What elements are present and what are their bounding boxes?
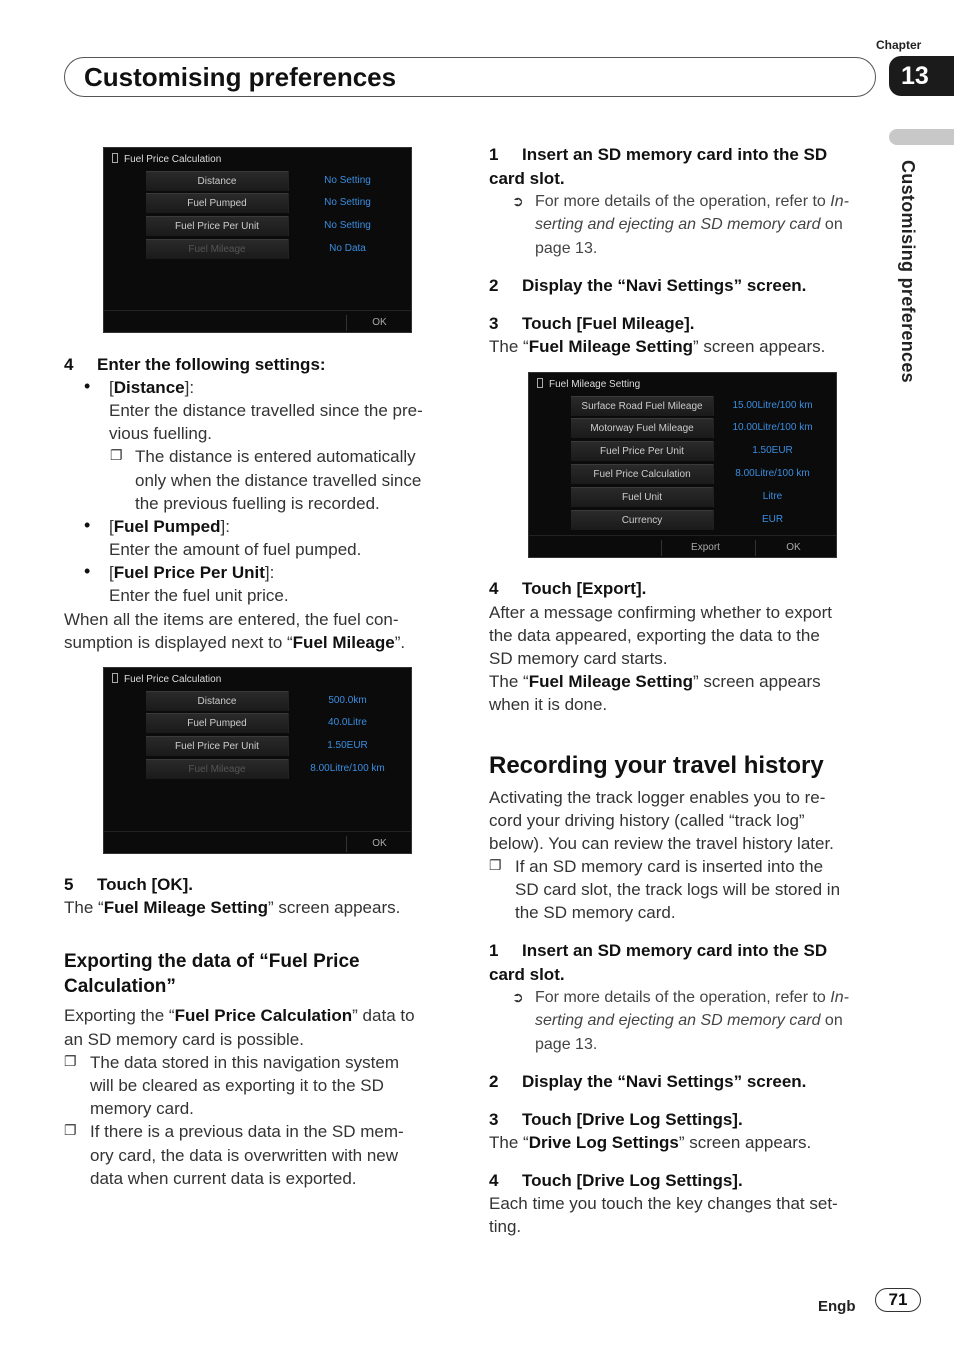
arrow-reference-icon: ➲ bbox=[512, 193, 524, 209]
note-box-icon: ❐ bbox=[489, 857, 502, 873]
screen-ok-button: OK bbox=[346, 836, 412, 852]
screen-row-value: No Setting bbox=[288, 193, 406, 213]
screen-row bbox=[571, 510, 831, 530]
rec-step-4-body-2: ting. bbox=[489, 1217, 522, 1236]
screen-row-value: 1.50EUR bbox=[713, 441, 831, 461]
screen-ok-button: OK bbox=[755, 540, 831, 556]
screen-row-label: Currency bbox=[571, 510, 713, 530]
bullet-icon: • bbox=[84, 515, 91, 535]
export-note1-3: memory card. bbox=[90, 1099, 194, 1118]
step-1-reference-1: For more details of the operation, refer to In- bbox=[535, 193, 849, 210]
step-1-reference-2: serting and ejecting an SD memory card on bbox=[535, 216, 843, 233]
fuel-icon bbox=[112, 153, 118, 163]
item-fuel-pumped: [Fuel Pumped]: bbox=[109, 517, 230, 536]
screen-row-value: Litre bbox=[713, 487, 831, 507]
screen-row bbox=[146, 691, 406, 711]
step-4-body-1: After a message confirming whether to export bbox=[489, 603, 832, 622]
recording-body-3: below). You can review the travel history later. bbox=[489, 834, 834, 853]
footer-language: Engb bbox=[818, 1298, 856, 1315]
screen-fuel-price-calculation-filled bbox=[103, 667, 412, 854]
rec-step-4-body-1: Each time you touch the key changes that set- bbox=[489, 1194, 838, 1213]
bullet-icon: • bbox=[84, 376, 91, 396]
export-note1-1: The data stored in this navigation system bbox=[90, 1053, 399, 1072]
screen-title: Fuel Price Calculation bbox=[112, 673, 221, 685]
screen-row-value: 10.00Litre/100 km bbox=[713, 418, 831, 438]
item-fuel-price-desc: Enter the fuel unit price. bbox=[109, 586, 289, 605]
export-heading-line-2: Calculation” bbox=[64, 976, 176, 997]
step-4-body-2: the data appeared, exporting the data to the bbox=[489, 626, 820, 645]
step-3-result: The “Fuel Mileage Setting” screen appears. bbox=[489, 337, 826, 356]
item-distance: [Distance]: bbox=[109, 378, 195, 397]
distance-note-2: only when the distance travelled since bbox=[135, 471, 422, 490]
screen-row-value: 8.00Litre/100 km bbox=[288, 759, 406, 779]
screen-title: Fuel Mileage Setting bbox=[537, 378, 640, 390]
rec-step-2-display-navi: 2 Display the “Navi Settings” screen. bbox=[489, 1072, 807, 1091]
screen-row-value: EUR bbox=[713, 510, 831, 530]
step-4-touch-export: 4 Touch [Export]. bbox=[489, 579, 647, 598]
screen-title: Fuel Price Calculation bbox=[112, 153, 221, 165]
step-5-touch-ok: 5 Touch [OK]. bbox=[64, 875, 193, 894]
rec-step-3-result: The “Drive Log Settings” screen appears. bbox=[489, 1133, 812, 1152]
rec-step-1-reference-1: For more details of the operation, refer to In- bbox=[535, 989, 849, 1006]
screen-bottom-bar bbox=[104, 310, 411, 332]
distance-note-1: The distance is entered automatically bbox=[135, 447, 416, 466]
bullet-icon: • bbox=[84, 561, 91, 581]
rec-step-1-reference-2: serting and ejecting an SD memory card on bbox=[535, 1012, 843, 1029]
screen-row-label: Fuel Unit bbox=[571, 487, 713, 507]
item-fuel-price: [Fuel Price Per Unit]: bbox=[109, 563, 275, 582]
when-all-line-1: When all the items are entered, the fuel con- bbox=[64, 610, 399, 629]
export-heading-line-1: Exporting the data of “Fuel Price bbox=[64, 951, 360, 972]
page-title: Customising preferences bbox=[84, 62, 397, 92]
screen-row bbox=[146, 736, 406, 756]
distance-note-3: the previous fuelling is recorded. bbox=[135, 494, 380, 513]
item-distance-desc-2: vious fuelling. bbox=[109, 424, 213, 443]
screen-row-label: Fuel Price Per Unit bbox=[146, 216, 288, 236]
screen-row bbox=[571, 464, 831, 484]
screen-row bbox=[146, 193, 406, 213]
rec-step-4-touch-drive-log: 4 Touch [Drive Log Settings]. bbox=[489, 1171, 743, 1190]
step-1-insert-sd: 1 Insert an SD memory card into the SD bbox=[489, 145, 828, 164]
side-tab-text: Customising preferences bbox=[898, 160, 918, 383]
screen-export-button: Export bbox=[661, 540, 749, 556]
note-box-icon: ❐ bbox=[64, 1053, 77, 1069]
screen-row-label: Fuel Pumped bbox=[146, 713, 288, 733]
export-body-1: Exporting the “Fuel Price Calculation” data to bbox=[64, 1006, 415, 1025]
screen-row-value: No Data bbox=[288, 239, 406, 259]
screen-row-value: 15.00Litre/100 km bbox=[713, 396, 831, 416]
screen-row-label: Fuel Mileage bbox=[146, 239, 288, 259]
recording-body-2: cord your driving history (called “track log” bbox=[489, 811, 805, 830]
screen-row-value: 500.0km bbox=[288, 691, 406, 711]
fuel-icon bbox=[537, 378, 543, 388]
screen-row-label: Fuel Price Per Unit bbox=[571, 441, 713, 461]
screen-row bbox=[146, 171, 406, 191]
screen-row-value: 8.00Litre/100 km bbox=[713, 464, 831, 484]
export-note2-3: data when current data is exported. bbox=[90, 1169, 357, 1188]
screen-row-label: Fuel Mileage bbox=[146, 759, 288, 779]
chapter-label: Chapter bbox=[876, 38, 922, 52]
arrow-reference-icon: ➲ bbox=[512, 989, 524, 1005]
screen-row-label: Motorway Fuel Mileage bbox=[571, 418, 713, 438]
screen-row-value: No Setting bbox=[288, 171, 406, 191]
step-4-body-3: SD memory card starts. bbox=[489, 649, 668, 668]
step-4-result-1: The “Fuel Mileage Setting” screen appears bbox=[489, 672, 821, 691]
screen-row bbox=[146, 216, 406, 236]
screen-row-value: 40.0Litre bbox=[288, 713, 406, 733]
screen-row bbox=[146, 713, 406, 733]
step-2-display-navi: 2 Display the “Navi Settings” screen. bbox=[489, 276, 807, 295]
recording-note-2: SD card slot, the track logs will be stored in bbox=[515, 880, 841, 899]
screen-row bbox=[571, 418, 831, 438]
item-distance-desc-1: Enter the distance travelled since the pre- bbox=[109, 401, 423, 420]
screen-row-label: Distance bbox=[146, 171, 288, 191]
rec-step-1-reference-3: page 13. bbox=[535, 1036, 598, 1053]
screen-row bbox=[571, 441, 831, 461]
recording-note-1: If an SD memory card is inserted into the bbox=[515, 857, 824, 876]
screen-row-value: No Setting bbox=[288, 216, 406, 236]
screen-bottom-bar bbox=[529, 535, 836, 557]
screen-row bbox=[571, 487, 831, 507]
screen-row-label: Fuel Price Calculation bbox=[571, 464, 713, 484]
recording-body-1: Activating the track logger enables you to re- bbox=[489, 788, 826, 807]
export-note1-2: will be cleared as exporting it to the SD bbox=[90, 1076, 384, 1095]
screen-row-value: 1.50EUR bbox=[288, 736, 406, 756]
when-all-line-2: sumption is displayed next to “Fuel Mileage”. bbox=[64, 633, 406, 652]
screen-fuel-price-calculation-empty bbox=[103, 147, 412, 333]
screen-fuel-mileage-setting bbox=[528, 372, 837, 558]
screen-row-label: Distance bbox=[146, 691, 288, 711]
export-body-2: an SD memory card is possible. bbox=[64, 1030, 304, 1049]
item-fuel-pumped-desc: Enter the amount of fuel pumped. bbox=[109, 540, 362, 559]
chapter-number-badge: 13 bbox=[889, 56, 954, 96]
screen-row-label: Fuel Pumped bbox=[146, 193, 288, 213]
screen-row bbox=[571, 396, 831, 416]
export-note2-1: If there is a previous data in the SD mem- bbox=[90, 1122, 404, 1141]
screen-row-label: Fuel Price Per Unit bbox=[146, 736, 288, 756]
screen-ok-button: OK bbox=[346, 315, 412, 331]
note-box-icon: ❐ bbox=[64, 1122, 77, 1138]
screen-row bbox=[146, 239, 406, 259]
recording-note-3: the SD memory card. bbox=[515, 903, 676, 922]
page-number: 71 bbox=[875, 1288, 921, 1312]
step-4-enter-settings: 4 Enter the following settings: bbox=[64, 355, 326, 374]
export-note2-2: ory card, the data is overwritten with new bbox=[90, 1146, 399, 1165]
rec-step-3-touch-drive-log: 3 Touch [Drive Log Settings]. bbox=[489, 1110, 743, 1129]
screen-row-label: Surface Road Fuel Mileage bbox=[571, 396, 713, 416]
note-box-icon: ❐ bbox=[110, 447, 123, 463]
rec-step-1-insert-sd-line-2: card slot. bbox=[489, 965, 565, 984]
step-1-insert-sd-line-2: card slot. bbox=[489, 169, 565, 188]
step-4-result-2: when it is done. bbox=[489, 695, 608, 714]
rec-step-1-insert-sd: 1 Insert an SD memory card into the SD bbox=[489, 941, 828, 960]
step-1-reference-3: page 13. bbox=[535, 240, 598, 257]
screen-bottom-bar bbox=[104, 831, 411, 853]
step-5-result: The “Fuel Mileage Setting” screen appears. bbox=[64, 898, 401, 917]
recording-heading: Recording your travel history bbox=[489, 752, 824, 779]
side-tab-marker bbox=[889, 129, 954, 145]
fuel-icon bbox=[112, 673, 118, 683]
step-3-touch-fuel-mileage: 3 Touch [Fuel Mileage]. bbox=[489, 314, 695, 333]
screen-row bbox=[146, 759, 406, 779]
